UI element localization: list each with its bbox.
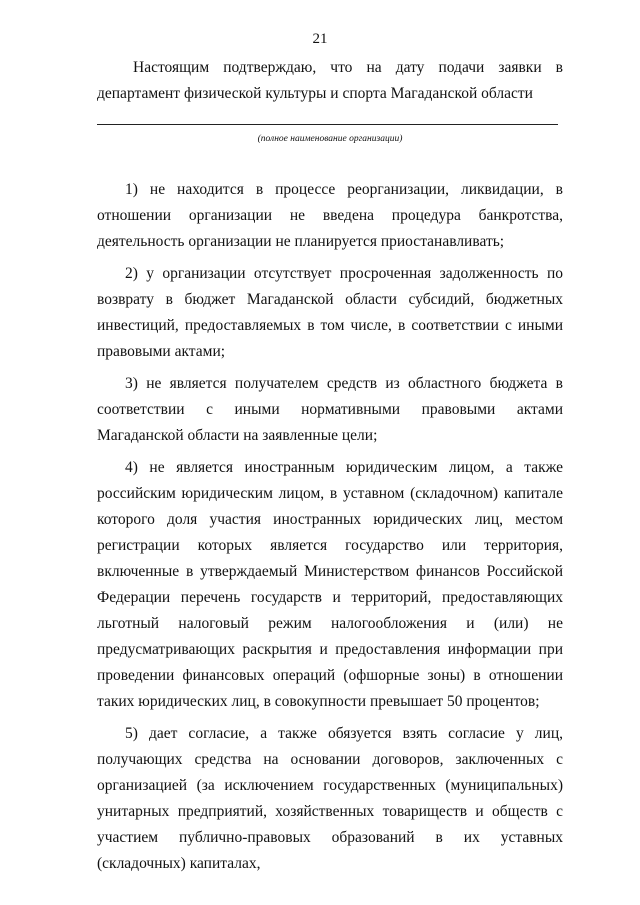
- clause-4: 4) не является иностранным юридическим лицом, а также российским юридическим лицом, в уставном (складочном) капитале которого доля участия иностранных юридических лиц, местом регистрации которых является государство или территория, включенные в утверждаемый Министерством финансов Российской Федерации перечень государств и территорий, предоставляющих льготный налоговый режим налогообложения и (или) не предусматривающих раскрытия и предоставления информации при проведении финансовых операций (офшорные зоны) в отношении таких юридических лиц, в совокупности превышает 50 процентов;: [97, 459, 563, 710]
- clause-3: 3) не является получателем средств из областного бюджета в соответствии с иными нормативными правовыми актами Магаданской области на заявленные цели;: [97, 375, 563, 444]
- organization-name-caption: (полное наименование организации): [257, 134, 403, 144]
- clause-5: 5) дает согласие, а также обязуется взять согласие у лиц, получающих средства на основании договоров, заключенных с организацией (за исключением государственных (муниципальных) унитарных предприятий, хозяйственных товариществ и обществ с участием публично-правовых образований в их уставных (складочных) капиталах,: [97, 725, 563, 872]
- page-number: 21: [312, 31, 328, 47]
- organization-name-line: [97, 124, 558, 125]
- intro-paragraph: Настоящим подтверждаю, что на дату подачи заявки в департамент физической культуры и спорта Магаданской области: [97, 59, 563, 102]
- clause-1: 1) не находится в процессе реорганизации, ликвидации, в отношении организации не введена процедура банкротства, деятельность организации не планируется приостанавливать;: [97, 181, 563, 250]
- clause-2: 2) у организации отсутствует просроченная задолженность по возврату в бюджет Магаданской области субсидий, бюджетных инвестиций, предоставляемых в том числе, в соответствии с иными правовыми актами;: [97, 265, 563, 360]
- clauses-list: [97, 177, 563, 883]
